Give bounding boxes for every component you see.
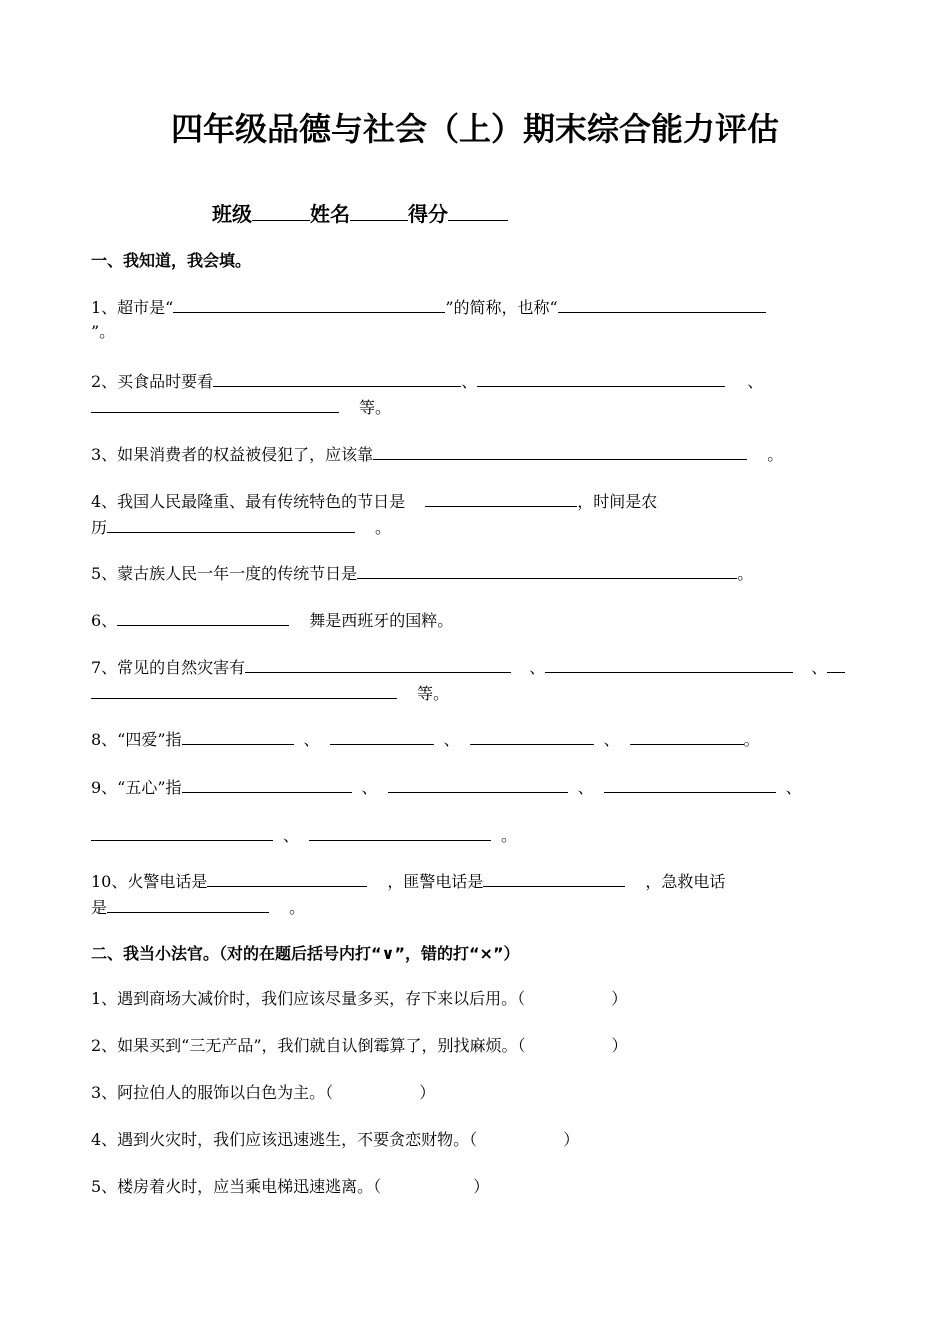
q5-text-a: 5、蒙古族人民一年一度的传统节日是 bbox=[91, 564, 358, 583]
q3-text-b: 。 bbox=[767, 445, 784, 464]
q2-blank-2[interactable] bbox=[477, 368, 725, 387]
question-9-line-2 bbox=[91, 822, 517, 848]
q4-text-d: 。 bbox=[375, 518, 392, 537]
q1-blank-2[interactable] bbox=[558, 294, 766, 313]
q9-blank-5[interactable] bbox=[309, 822, 491, 841]
q9-blank-2[interactable] bbox=[388, 774, 568, 793]
q9-text-f: 。 bbox=[501, 826, 518, 845]
q5-blank-1[interactable] bbox=[357, 560, 737, 579]
judgement-text: 5、楼房着火时，应当乘电梯迅速逃离。（ bbox=[91, 1177, 382, 1196]
q10-text-c: ，急救电话 bbox=[645, 872, 726, 891]
q2-blank-3[interactable] bbox=[91, 394, 339, 413]
question-2-line-2 bbox=[91, 394, 391, 420]
judgement-text: 1、遇到商场大减价时，我们应该尽量多买，存下来以后用。（ bbox=[91, 989, 526, 1008]
q1-text-a: 1、超市是“ bbox=[91, 298, 174, 317]
name-label: 姓名 bbox=[310, 202, 350, 226]
question-7-line-1 bbox=[91, 654, 845, 680]
q5-text-b: 。 bbox=[737, 564, 754, 583]
class-label: 班级 bbox=[212, 202, 252, 226]
question-2-line-1 bbox=[91, 368, 763, 394]
q7-blank-1[interactable] bbox=[245, 654, 511, 673]
question-10-line-2 bbox=[91, 894, 305, 920]
question-7-line-2 bbox=[91, 680, 449, 706]
q2-text-a: 2、买食品时要看 bbox=[91, 372, 214, 391]
q10-blank-1[interactable] bbox=[207, 868, 367, 887]
q3-blank-1[interactable] bbox=[373, 441, 747, 460]
q2-blank-1[interactable] bbox=[213, 368, 461, 387]
q6-text-b: 舞是西班牙的国粹。 bbox=[309, 611, 454, 630]
judgement-item bbox=[91, 1128, 579, 1152]
q2-text-c: 、 bbox=[747, 372, 764, 391]
judgement-close-paren: ） bbox=[419, 1083, 436, 1102]
student-info-line bbox=[212, 198, 508, 227]
q9-text-b: 、 bbox=[361, 778, 378, 797]
question-5 bbox=[91, 560, 753, 586]
q8-blank-3[interactable] bbox=[470, 726, 594, 745]
q1-text-c: ”。 bbox=[91, 322, 116, 341]
q9-blank-1[interactable] bbox=[182, 774, 352, 793]
q8-blank-4[interactable] bbox=[630, 726, 744, 745]
judgement-item bbox=[91, 1175, 489, 1199]
q9-text-a: 9、“五心”指 bbox=[91, 778, 182, 797]
q8-text-e: 。 bbox=[743, 730, 760, 749]
q8-blank-1[interactable] bbox=[182, 726, 294, 745]
q10-text-d: 是 bbox=[91, 898, 108, 917]
q4-blank-2[interactable] bbox=[107, 514, 355, 533]
question-1-line-2 bbox=[91, 320, 115, 344]
class-blank[interactable] bbox=[252, 202, 310, 221]
q8-text-a: 8、“四爱”指 bbox=[91, 730, 182, 749]
q10-blank-2[interactable] bbox=[483, 868, 625, 887]
q4-text-a: 4、我国人民最隆重、最有传统特色的节日是 bbox=[91, 492, 406, 511]
judgement-text: 4、遇到火灾时，我们应该迅速逃生，不要贪恋财物。（ bbox=[91, 1130, 478, 1149]
q4-blank-1[interactable] bbox=[425, 488, 577, 507]
q8-blank-2[interactable] bbox=[330, 726, 434, 745]
q6-blank-1[interactable] bbox=[117, 607, 289, 626]
judgement-item bbox=[91, 987, 627, 1011]
judgement-item bbox=[91, 1081, 435, 1105]
q10-blank-3[interactable] bbox=[107, 894, 269, 913]
judgement-close-paren: ） bbox=[611, 989, 628, 1008]
question-4-line-2 bbox=[91, 514, 391, 540]
question-9-line-1 bbox=[91, 774, 802, 800]
q10-text-b: ，匪警电话是 bbox=[387, 872, 484, 891]
score-label: 得分 bbox=[408, 202, 448, 226]
q7-blank-3-start[interactable] bbox=[827, 654, 845, 673]
q1-text-b: ”的简称，也称“ bbox=[445, 298, 558, 317]
question-6 bbox=[91, 607, 453, 633]
q10-text-e: 。 bbox=[289, 898, 306, 917]
judgement-text: 2、如果买到“三无产品”，我们就自认倒霉算了，别找麻烦。（ bbox=[91, 1036, 526, 1055]
q1-blank-1[interactable] bbox=[173, 294, 445, 313]
judgement-close-paren: ） bbox=[563, 1130, 580, 1149]
section-1-heading: 一、我知道，我会填。 bbox=[91, 251, 252, 270]
q7-text-a: 7、常见的自然灾害有 bbox=[91, 658, 246, 677]
question-1-line-1 bbox=[91, 294, 766, 320]
q2-text-d: 等。 bbox=[359, 398, 392, 417]
question-10-line-1 bbox=[91, 868, 725, 894]
q9-blank-3[interactable] bbox=[604, 774, 776, 793]
question-4-line-1 bbox=[91, 488, 657, 514]
q8-text-c: 、 bbox=[443, 730, 460, 749]
judgement-close-paren: ） bbox=[611, 1036, 628, 1055]
q3-text-a: 3、如果消费者的权益被侵犯了，应该靠 bbox=[91, 445, 374, 464]
q8-text-b: 、 bbox=[303, 730, 320, 749]
question-8 bbox=[91, 726, 760, 752]
page-title: 四年级品德与社会（上）期末综合能力评估 bbox=[170, 110, 779, 148]
score-blank[interactable] bbox=[448, 202, 508, 221]
q7-blank-3[interactable] bbox=[91, 680, 397, 699]
q8-text-d: 、 bbox=[603, 730, 620, 749]
q9-text-d: 、 bbox=[785, 778, 802, 797]
q6-text-a: 6、 bbox=[91, 611, 118, 630]
judgement-text: 3、阿拉伯人的服饰以白色为主。（ bbox=[91, 1083, 334, 1102]
q4-text-b: ，时间是农 bbox=[577, 492, 658, 511]
name-blank[interactable] bbox=[350, 202, 408, 221]
q7-text-b: 、 bbox=[529, 658, 546, 677]
q4-text-c: 历 bbox=[91, 518, 108, 537]
q9-text-e: 、 bbox=[283, 826, 300, 845]
q10-text-a: 10、火警电话是 bbox=[91, 872, 208, 891]
question-3 bbox=[91, 441, 783, 467]
q9-blank-4[interactable] bbox=[91, 822, 273, 841]
q7-text-d: 等。 bbox=[417, 684, 450, 703]
q7-blank-2[interactable] bbox=[545, 654, 793, 673]
judgement-close-paren: ） bbox=[473, 1177, 490, 1196]
q9-text-c: 、 bbox=[577, 778, 594, 797]
judgement-item bbox=[91, 1034, 628, 1058]
q2-text-b: 、 bbox=[461, 372, 478, 391]
q7-text-c: 、 bbox=[811, 658, 828, 677]
section-2-heading: 二、我当小法官。（对的在题后括号内打“∨”，错的打“×”） bbox=[91, 944, 520, 963]
